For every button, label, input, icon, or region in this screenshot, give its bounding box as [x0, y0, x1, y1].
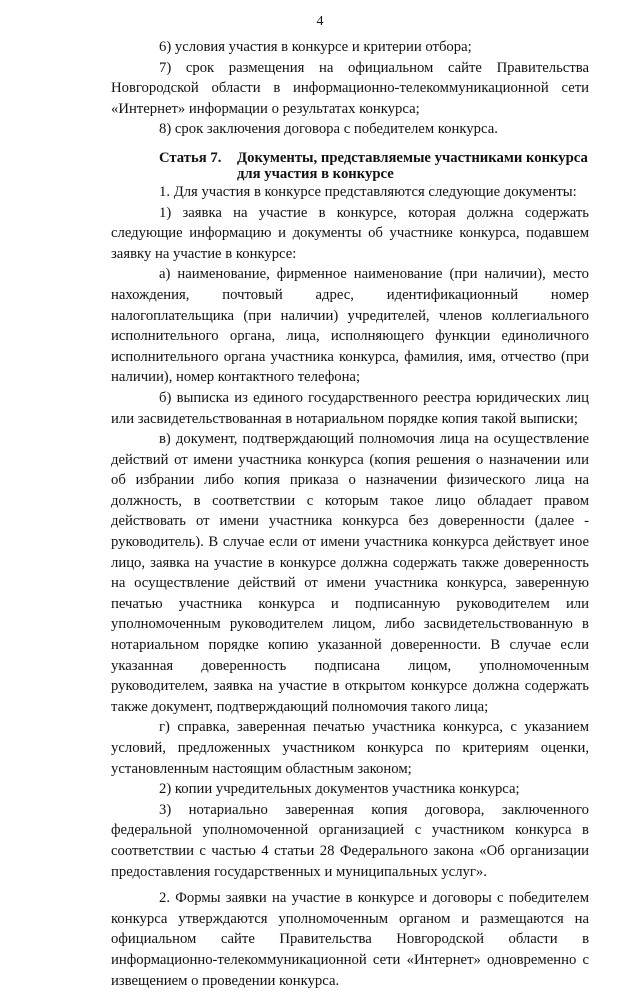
paragraph-application: 1) заявка на участие в конкурсе, которая должна содержать следующие информацию и документы об участнике конкурса, подавшем заявку на участие в конкурсе: — [111, 204, 589, 262]
paragraph-item-a: а) наименование, фирменное наименование (при наличии), место нахождения, почтовый адрес, идентификационный номер налогоплательщика (при наличии) учредителей, членов коллегиального исполнительного органа, лица, исполняющего функции единоличного исполнительного органа участника конкурса, фамилия, имя, отчество (при наличии), номер контактного телефона; — [111, 266, 589, 386]
list-item-conditions: 6) условия участия в конкурсе и критерии отбора; — [159, 39, 472, 55]
paragraph-item-v: в) документ, подтверждающий полномочия лица на осуществление действий от имени участника конкурса (копия решения о назначении или об избрании либо копия приказа о назначении физического лица на должность, в соответствии с которым такое лицо обладает правом действовать от имени участника конкурса без доверенности (далее - руководитель). В случае если от имени участника конкурса действует иное лицо, заявка на участие в конкурсе должна содержать также доверенность на осуществление действий от имени участника конкурса, заверенную печатью участника конкурса и подписанную руководителем или уполномоченным руководителем лицом, либо засвидетельствованную в нотариальном порядке копию указанной доверенности. В случае если указанная доверенность подписана лицом, уполномоченным руководителем, заявка на участие в открытом конкурсе должна содержать также документ, подтверждающий полномочия такого лица; — [111, 431, 589, 715]
article-number: Статья 7. — [159, 149, 222, 166]
paragraph-founding-documents: 2) копии учредительных документов участника конкурса; — [159, 781, 520, 798]
paragraph-documents-intro: 1. Для участия в конкурсе представляются следующие документы: — [159, 183, 577, 200]
page-number: 4 — [316, 14, 324, 29]
article-title: Документы, представляемые участниками конкурса для участия в конкурсе — [237, 149, 588, 182]
list-item-publication-term: 7) срок размещения на официальном сайте Правительства Новгородской области в информационно-телекоммуникационной сети «Интернет» информации о результатах конкурса; — [111, 59, 589, 117]
paragraph-contract-copy: 3) нотариально заверенная копия договора, заключенного федеральной уполномоченной организацией с участником конкурса в соответствии с частью 4 статьи 28 Федерального закона «Об организации предоставления государственных и муниципальных услуг». — [111, 801, 589, 880]
document-body — [111, 37, 589, 991]
paragraph-item-g: г) справка, заверенная печатью участника конкурса, с указанием условий, предложенных участником конкурса по критериям оценки, установленным настоящим областным законом; — [111, 719, 589, 777]
list-item-contract-term: 8) срок заключения договора с победителем конкурса. — [159, 121, 498, 138]
paragraph-item-b: б) выписка из единого государственного реестра юридических лиц или засвидетельствованная в нотариальном порядке копия такой выписки; — [111, 389, 589, 427]
paragraph-forms: 2. Формы заявки на участие в конкурсе и договоры с победителем конкурса утверждаются уполномоченным органом и размещаются на официальном сайте Правительства Новгородской области в информационно-телекоммуникационной сети «Интернет» одновременно с извещением о проведении конкурса. — [111, 890, 589, 989]
article-heading — [111, 150, 589, 182]
